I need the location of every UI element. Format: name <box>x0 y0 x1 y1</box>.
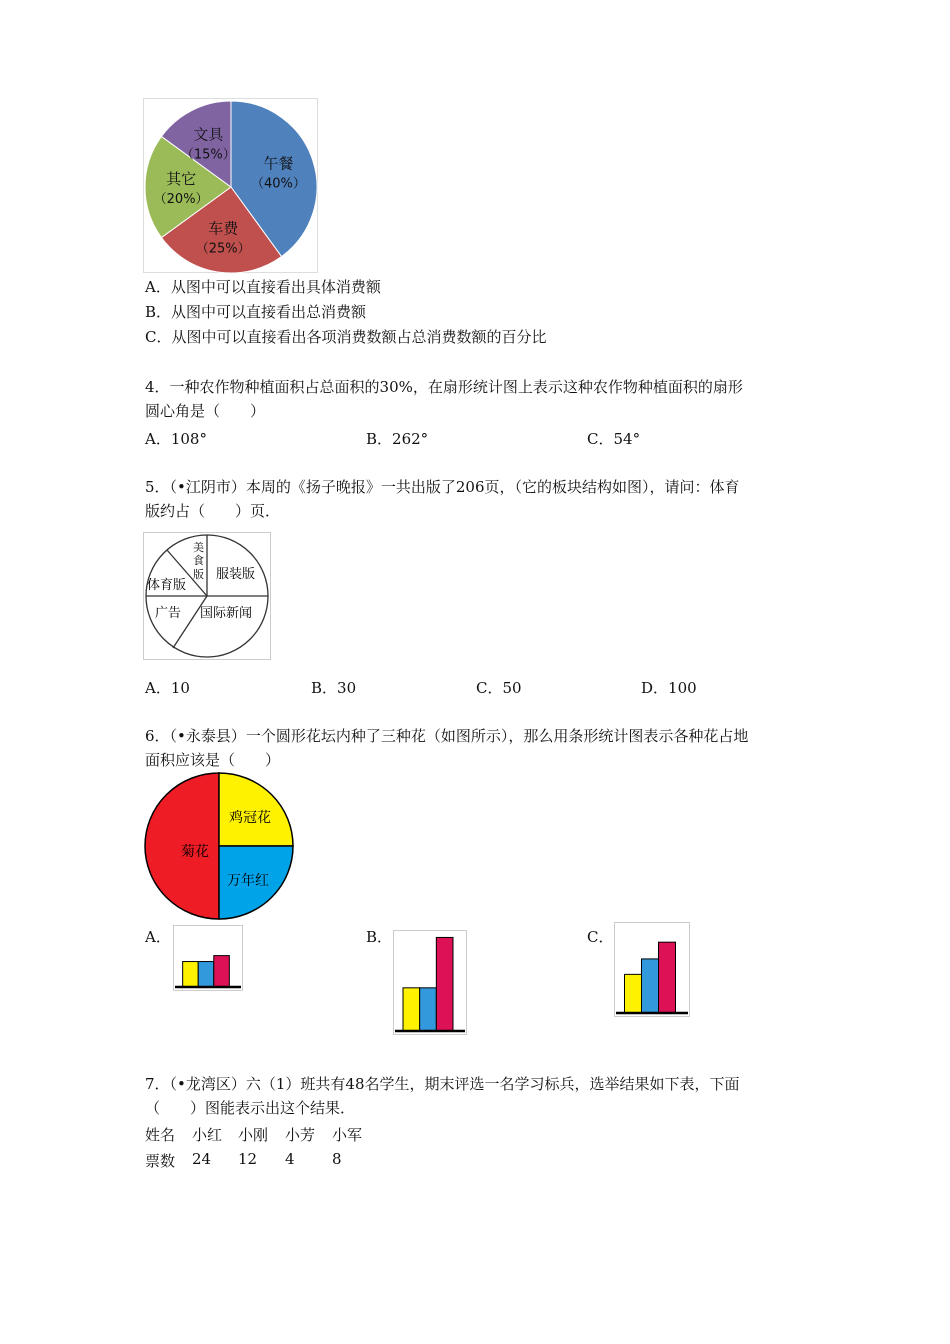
q3-option-b: B．从图中可以直接看出总消费额 <box>145 303 367 321</box>
q3-option-c: C．从图中可以直接看出各项消费数额占总消费数额的百分比 <box>145 328 547 346</box>
q3-pie-label-0: 午餐 <box>263 154 294 173</box>
q7-table-row-4: 8 <box>332 1150 342 1168</box>
q7-table-header-2: 小刚 <box>238 1126 269 1144</box>
q4-stem-line2: 圆心角是（ ） <box>145 402 266 420</box>
q7-table-row-2: 12 <box>238 1150 258 1168</box>
q3-pie-pct-1: （25%） <box>195 241 251 257</box>
q6-flower-pie <box>143 772 294 920</box>
q5-option-c: C．50 <box>476 679 522 697</box>
q6-option-b-bar-1 <box>420 988 437 1031</box>
q4-option-b: B．262° <box>366 430 429 448</box>
q6-label-juhua: 菊花 <box>181 844 209 860</box>
q5-label-fashion: 服装版 <box>216 567 256 582</box>
q5-label-ads: 广告 <box>155 606 182 621</box>
q4-stem-line1: 4．一种农作物种植面积占总面积的30%，在扇形统计图上表示这种农作物种植面积的扇形 <box>145 378 743 396</box>
q5-option-a: A．10 <box>145 679 190 697</box>
q6-option-a-label: A． <box>145 928 171 946</box>
q6-option-a-bar-2 <box>214 956 230 987</box>
q6-option-a-bar-0 <box>183 962 199 987</box>
q5-label-food-3: 版 <box>193 568 204 581</box>
q7-table-row-3: 4 <box>285 1150 295 1168</box>
q7-table-row-0: 票数 <box>145 1152 176 1170</box>
q5-stem-line1: 5．（•江阴市）本周的《扬子晚报》一共出版了206页，（它的板块结构如图），请问：体育 <box>145 478 740 496</box>
q3-pie-figure <box>143 98 318 273</box>
q3-pie-label-1: 车费 <box>208 219 239 238</box>
q6-stem-line2: 面积应该是（ ） <box>145 751 281 769</box>
q5-newspaper-diagram <box>143 532 271 660</box>
q6-option-c-bar-0 <box>625 974 642 1013</box>
q4-option-a: A．108° <box>145 430 207 448</box>
q6-stem-line1: 6．（•永泰县）一个圆形花坛内种了三种花（如图所示），那么用条形统计图表示各种花占地 <box>145 727 749 745</box>
q7-table-header-4: 小军 <box>332 1126 363 1144</box>
q5-label-food-2: 食 <box>193 554 204 567</box>
q6-option-c-bar-1 <box>642 959 659 1013</box>
q3-pie-label-2: 其它 <box>166 170 197 188</box>
q6-option-b-label: B． <box>366 928 393 946</box>
q7-stem-line1: 7．（•龙湾区）六（1）班共有48名学生，期末评选一名学习标兵，选举结果如下表，下面 <box>145 1075 740 1093</box>
q3-pie-pct-3: （15%） <box>180 147 236 163</box>
q5-label-sports: 体育版 <box>147 578 187 593</box>
q5-label-intl: 国际新闻 <box>200 606 253 621</box>
q5-option-b: B．30 <box>311 679 357 697</box>
q5-label-food-1: 美 <box>193 541 204 554</box>
q7-stem-line2: （ ）图能表示出这个结果． <box>145 1099 356 1117</box>
q6-label-jiguan: 鸡冠花 <box>229 810 271 826</box>
q3-option-a: A．从图中可以直接看出具体消费额 <box>145 278 381 296</box>
q5-stem-line2: 版约占（ ）页． <box>145 502 281 520</box>
q7-table-header-1: 小红 <box>192 1126 223 1144</box>
q6-option-b-bar-2 <box>436 937 453 1031</box>
q3-pie-pct-2: （20%） <box>153 192 209 207</box>
q6-label-wannian: 万年红 <box>227 873 269 889</box>
q6-option-c-bar-2 <box>659 942 676 1013</box>
q7-table-header-0: 姓名 <box>145 1126 176 1144</box>
q6-option-a-chart <box>173 925 243 991</box>
q6-option-c-label: C． <box>587 928 614 946</box>
q6-option-b-bar-0 <box>403 988 420 1031</box>
q7-table-header-3: 小芳 <box>285 1126 316 1144</box>
q3-pie-label-3: 文具 <box>193 125 224 144</box>
q5-option-d: D．100 <box>641 679 697 697</box>
q6-option-a-bar-1 <box>198 962 214 987</box>
q6-option-c-chart <box>614 922 690 1017</box>
q3-pie-chart <box>144 99 319 274</box>
q4-option-c: C．54° <box>587 430 641 448</box>
q3-pie-pct-0: （40%） <box>250 176 306 192</box>
q6-option-b-chart <box>393 930 467 1035</box>
q7-table-row-1: 24 <box>192 1150 212 1168</box>
